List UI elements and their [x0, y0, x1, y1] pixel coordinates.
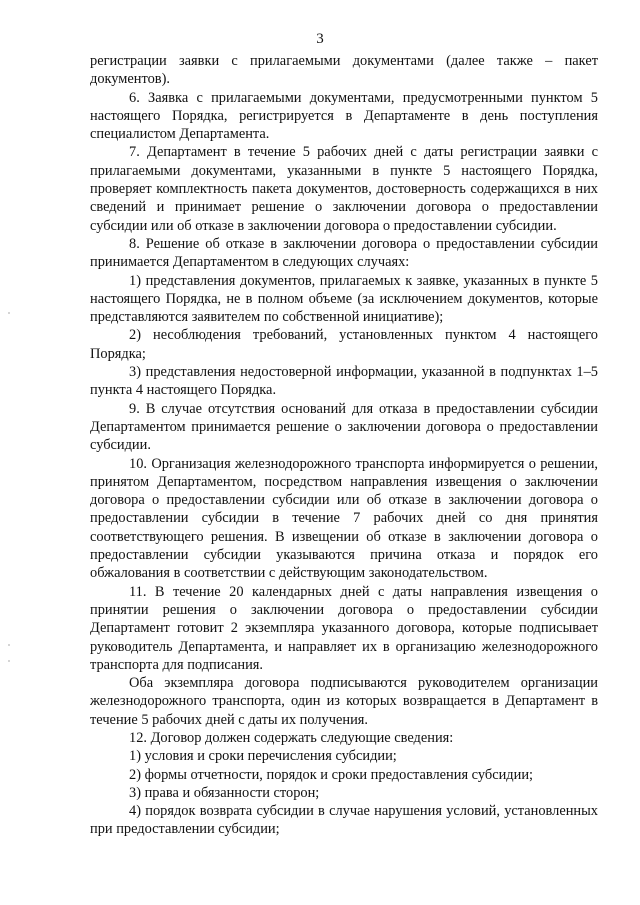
page-number: 3	[316, 31, 324, 47]
paragraph-6: 6. Заявка с прилагаемыми документами, предусмотренными пунктом 5 настоящего Порядка, регистрируется в Департаменте в день поступления специалистом Департамента.	[90, 89, 598, 143]
paragraph-10: 10. Организация железнодорожного транспорта информируется о решении, принятом Департаментом, посредством направления извещения о заключении договора о предоставлении субсидии или об отказе в заключении договора о предоставлении субсидии в течение 7 рабочих дней со дня принятия соответствующего решения. В извещении об отказе в заключении договора о предоставлении субсидии указываются причина отказа и порядок его обжалования в соответствии с действующим законодательством.	[90, 455, 598, 582]
paragraph-12-item-2: 2) формы отчетности, порядок и сроки предоставления субсидии;	[129, 766, 534, 783]
paragraph-continuation: регистрации заявки с прилагаемыми документами (далее также – пакет документов).	[90, 53, 598, 88]
scan-speck	[8, 660, 10, 662]
paragraph-11: 11. В течение 20 календарных дней с даты направления извещения о принятии решения о заключении договора о предоставлении субсидии Департамент готовит 2 экземпляра указанного договора, которые подписывает руководитель Департамента, и направляет их в организацию железнодорожного транспорта для подписания.	[90, 583, 598, 673]
paragraph-12-item-3: 3) права и обязанности сторон;	[129, 784, 320, 801]
document-body	[90, 52, 598, 839]
paragraph-12-item-4: 4) порядок возврата субсидии в случае нарушения условий, установленных при предоставлении субсидии;	[90, 803, 598, 838]
paragraph-8-item-3: 3) представления недостоверной информации, указанной в подпунктах 1–5 пункта 4 настоящего Порядка.	[90, 364, 598, 399]
paragraph-8: 8. Решение об отказе в заключении договора о предоставлении субсидии принимается Департаментом в следующих случаях:	[90, 235, 598, 271]
paragraph-8-item-1: 1) представления документов, прилагаемых к заявке, указанных в пункте 5 настоящего Порядка, не в полном объеме (за исключением документов, которые представляются заявителем по собственной инициативе);	[90, 272, 598, 326]
paragraph-12: 12. Договор должен содержать следующие сведения:	[129, 729, 454, 746]
paragraph-8-item-2: 2) несоблюдения требований, установленных пунктом 4 настоящего Порядка;	[90, 327, 598, 362]
paragraph-12-item-1: 1) условия и сроки перечисления субсидии;	[129, 748, 397, 765]
scan-speck	[8, 644, 10, 646]
paragraph-11-continuation: Оба экземпляра договора подписываются руководителем организации железнодорожного транспорта, один из которых возвращается в Департамент в течение 5 рабочих дней с даты их получения.	[90, 675, 598, 728]
paragraph-7: 7. Департамент в течение 5 рабочих дней с даты регистрации заявки с прилагаемыми документами, указанными в пункте 5 настоящего Порядка, проверяет комплектность пакета документов, достоверность содержащихся в них сведений и принимает решение о заключении договора о предоставлении субсидии или об отказе в заключении договора о предоставлении субсидии.	[90, 144, 598, 234]
scan-speck	[8, 312, 10, 314]
paragraph-9: 9. В случае отсутствия оснований для отказа в предоставлении субсидии Департаментом принимается решение о заключении договора о предоставлении субсидии.	[90, 400, 598, 454]
